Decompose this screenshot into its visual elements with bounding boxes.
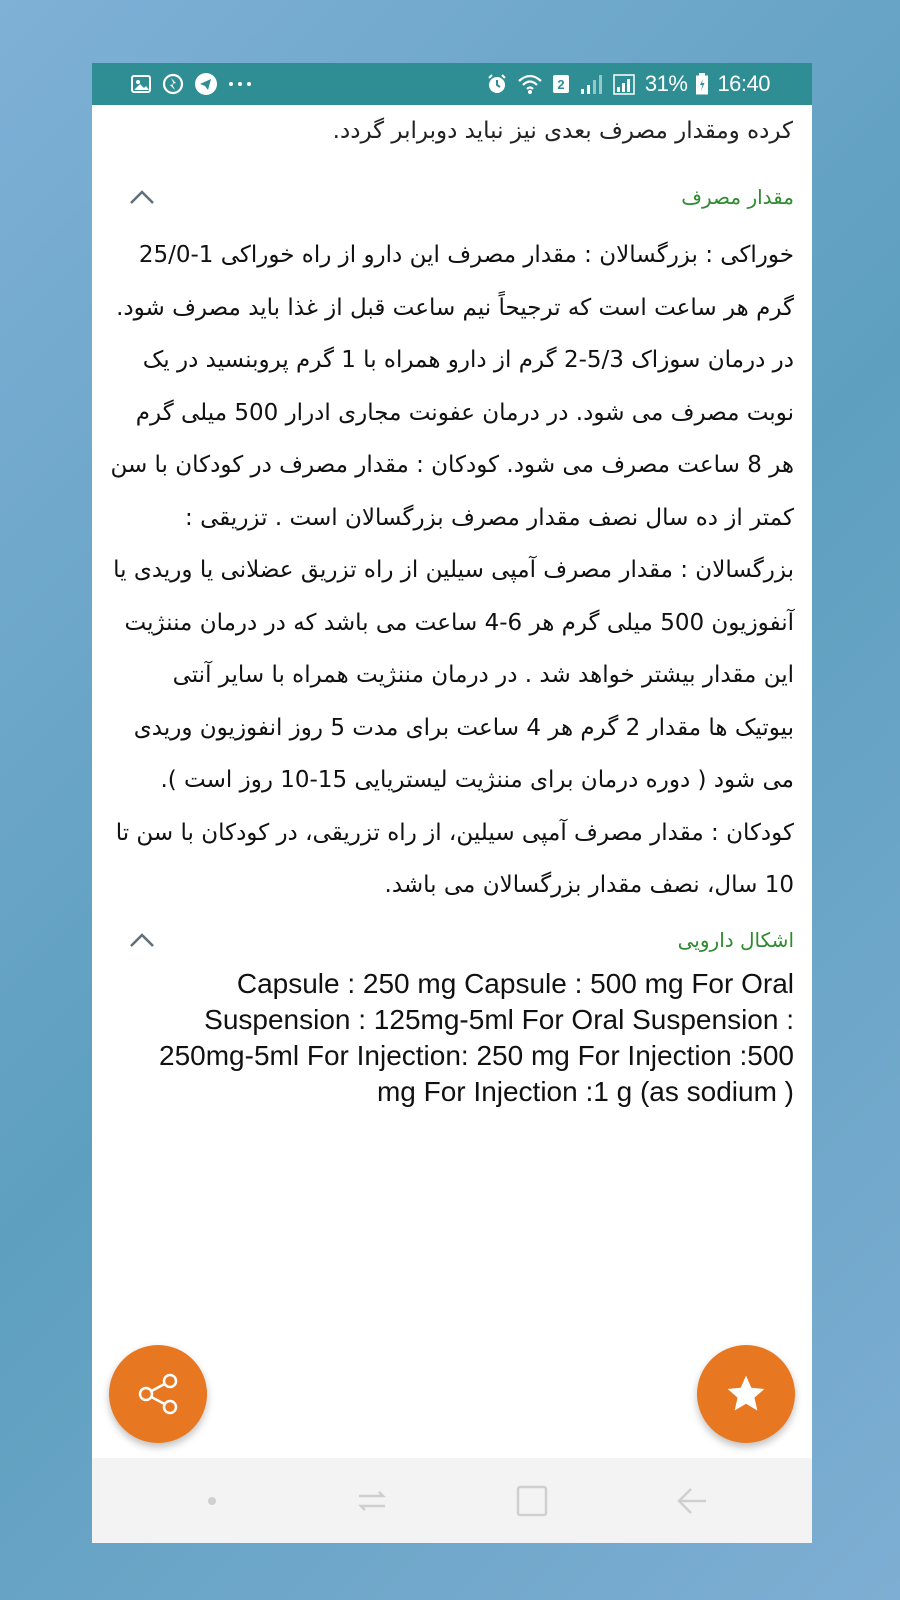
status-bar [92,63,812,105]
sync-icon [161,72,185,96]
system-nav-bar [92,1458,812,1543]
battery-icon [696,73,708,95]
section-title-dosage: مقدار مصرف [681,185,794,209]
dosage-text: خوراکی : بزرگسالان : مقدار مصرف این دارو از راه خوراکی 1-25/0 گرم هر ساعت است که ترجیحاً نیم ساعت قبل از غذا باید مصرف شود. در درمان سوزاک 5/3-2 گرم از دارو همراه با 1 گرم پروبنسید در یک نوبت مصرف می شود. در درمان عفونت مجاری ادرار 500 میلی گرم هر 8 ساعت مصرف می شود. کودکان : مقدار مصرف در کودکان با سن کمتر از ده سال نصف مقدار مصرف بزرگسالان است . تزریقی : بزرگسالان : مقدار مصرف آمپی سیلین از راه تزریق عضلانی یا وریدی یا آنفوزیون 500 میلی گرم هر 6-4 ساعت می باشد که در درمان مننژیت این مقدار بیشتر خواهد شد . در درمان مننژیت همراه با سایر آنتی بیوتیک ها مقدار 2 گرم هر 4 ساعت برای مدت 5 روز انفوزیون وریدی می شود ( دوره درمان برای مننژیت لیستریایی 15-10 روز است ). کودکان : مقدار مصرف آمپی سیلین، از راه تزریقی، در کودکان با سن تا 10 سال، نصف مقدار بزرگسالان می باشد. [110,242,794,898]
telegram-icon [194,72,218,96]
share-icon [135,1371,181,1417]
dot-icon[interactable] [182,1471,242,1531]
battery-percent: 31% [644,71,688,96]
phone-screen [92,63,812,1543]
more-dots-icon [227,80,253,88]
recent-apps-icon[interactable] [342,1471,402,1531]
back-icon[interactable] [662,1471,722,1531]
status-bar-right [486,71,770,97]
forms-text: Capsule : 250 mg Capsule : 500 mg For Oral Suspension : 125mg-5ml For Oral Suspension : 250mg-5ml For Injection: 250 mg For Injection :500 mg For Injection :1 g (as sodium ) [159,967,794,1107]
favorite-button[interactable] [697,1345,795,1443]
signal-icon [579,73,603,95]
home-icon[interactable] [502,1471,562,1531]
section-header-dosage[interactable] [110,175,794,219]
gallery-icon [130,73,152,95]
status-bar-left [130,72,253,96]
sim2-icon [552,74,570,94]
clock: 16:40 [717,71,770,96]
signal-icon-2 [612,73,636,95]
sim-number: 2 [557,77,565,92]
share-button[interactable] [109,1345,207,1443]
alarm-icon [486,73,508,95]
wifi-icon [517,73,543,95]
chevron-up-icon[interactable] [128,926,156,954]
section-header-forms[interactable] [110,918,794,962]
star-icon [724,1372,768,1416]
chevron-up-icon[interactable] [128,183,156,211]
drug-detail-content[interactable] [92,105,812,1458]
previous-section-text: کرده ومقدار مصرف بعدی نیز نباید دوبرابر گردد. [332,118,793,144]
section-title-forms: اشکال دارویی [677,927,794,952]
